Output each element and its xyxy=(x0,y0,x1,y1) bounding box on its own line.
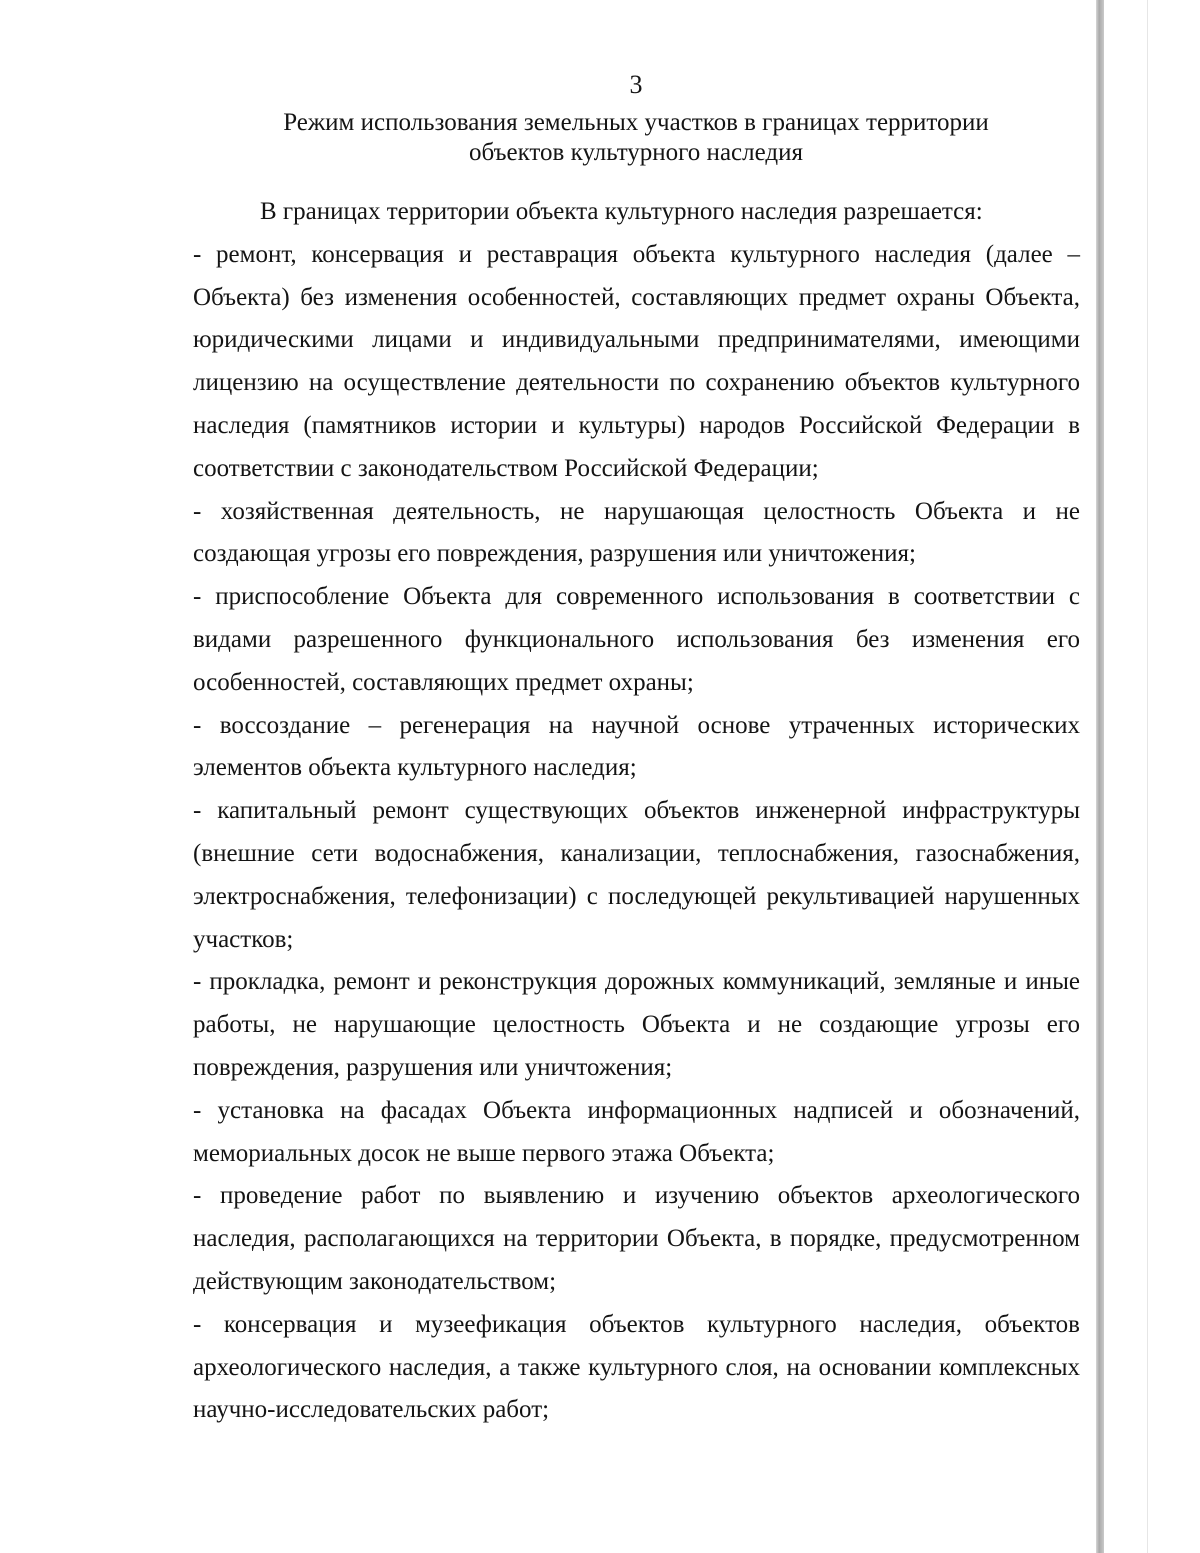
list-item-recreation: - воссоздание – регенерация на научной основе утраченных исторических элементов объекта культурного наследия; xyxy=(193,711,1080,782)
list-item-archaeology: - проведение работ по выявлению и изучению объектов археологического наследия, располагающихся на территории Объекта, в порядке, предусмотренном действующим законодательством; xyxy=(193,1182,1080,1295)
list-item-adaptation: - приспособление Объекта для современного использования в соответствии с видами разрешенного функционального использования без изменения его особенностей, составляющих предмет охраны; xyxy=(193,583,1080,696)
heading-line-1: Режим использования земельных участков в границах территории xyxy=(283,109,989,136)
list-item-signage: - установка на фасадах Объекта информационных надписей и обозначений, мемориальных досок не выше первого этажа Объекта; xyxy=(193,1096,1080,1167)
scan-shadow-edge xyxy=(1096,0,1104,1553)
list-item-economic-activity: - хозяйственная деятельность, не нарушающая целостность Объекта и не создающая угрозы его повреждения, разрушения или уничтожения; xyxy=(193,497,1080,568)
list-item-road-works: - прокладка, ремонт и реконструкция дорожных коммуникаций, земляные и иные работы, не нарушающие целостность Объекта и не создающие угрозы его повреждения, разрушения или уничтожения; xyxy=(193,968,1080,1081)
list-item-museumification: - консервация и музеефикация объектов культурного наследия, объектов археологического наследия, а также культурного слоя, на основании комплексных научно-исследовательских работ; xyxy=(193,1310,1080,1424)
list-item-repair: - ремонт, консервация и реставрация объекта культурного наследия (далее – Объекта) без изменения особенностей, составляющих предмет охраны Объекта, юридическими лицами и индивидуальными предпринимателями, имеющими лицензию на осуществление деятельности по сохранению объектов культурного наследия (памятников истории и культуры) народов Российской Федерации в соответствии с законодательством Российской Федерации; xyxy=(193,240,1080,482)
heading-line-2: объектов культурного наследия xyxy=(469,139,803,166)
intro-paragraph: В границах территории объекта культурного наследия разрешается: xyxy=(260,198,983,225)
document-body xyxy=(193,191,1080,1432)
page-number: 3 xyxy=(629,70,643,99)
list-item-infrastructure-repair: - капитальный ремонт существующих объектов инженерной инфраструктуры (внешние сети водоснабжения, канализации, теплоснабжения, газоснабжения, электроснабжения, телефонизации) с последующей рекультивацией нарушенных участков; xyxy=(193,797,1080,953)
scan-faint-line xyxy=(1147,0,1148,1553)
section-heading xyxy=(0,108,1200,168)
